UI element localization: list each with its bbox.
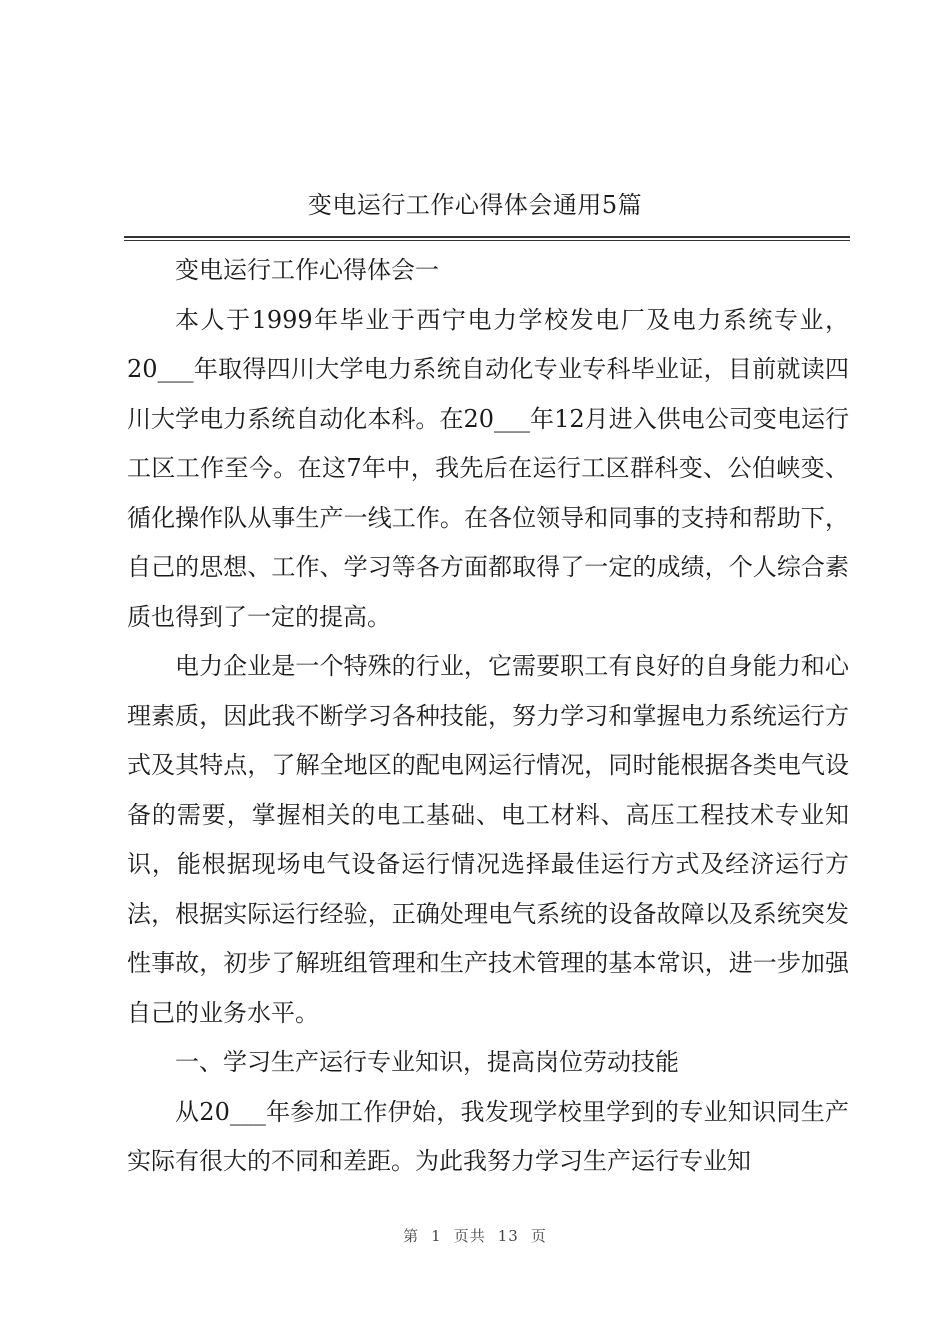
footer-total-pages: 13	[497, 1227, 519, 1245]
title-divider	[124, 236, 850, 241]
body-paragraph: 电力企业是一个特殊的行业，它需要职工有良好的自身能力和心理素质，因此我不断学习各种技能，努力学习和掌握电力系统运行方式及其特点，了解全地区的配电网运行情况，同时能根据各类电气设备的需要，掌握相关的电工基础、电工材料、高压工程技术专业知识，能根据现场电气设备运行情况选择最佳运行方式及经济运行方法，根据实际运行经验，正确处理电气系统的设备故障以及系统突发性事故，初步了解班组管理和生产技术管理的基本常识，进一步加强自己的业务水平。	[127, 652, 849, 1027]
document-body	[127, 246, 849, 1187]
body-paragraph: 从20___年参加工作伊始，我发现学校里学到的专业知识同生产实际有很大的不同和差距。为此我努力学习生产运行专业知	[127, 1097, 849, 1175]
footer-prefix: 第	[403, 1227, 420, 1245]
footer-suffix: 页	[530, 1227, 547, 1245]
footer-page-number: 1	[431, 1227, 442, 1245]
footer-middle: 页共	[453, 1227, 486, 1245]
section-heading: 变电运行工作心得体会一	[175, 256, 439, 284]
page-footer	[0, 1225, 950, 1246]
subsection-heading: 一、学习生产运行专业知识，提高岗位劳动技能	[175, 1048, 679, 1076]
body-paragraph: 本人于1999年毕业于西宁电力学校发电厂及电力系统专业，20___年取得四川大学电力系统自动化专业专科毕业证，目前就读四川大学电力系统自动化本科。在20___年12月进入供电公司变电运行工区工作至今。在这7年中，我先后在运行工区群科变、公伯峡变、循化操作队从事生产一线工作。在各位领导和同事的支持和帮助下，自己的思想、工作、学习等各方面都取得了一定的成绩，个人综合素质也得到了一定的提高。	[127, 305, 849, 631]
document-title: 变电运行工作心得体会通用5篇	[307, 191, 643, 219]
